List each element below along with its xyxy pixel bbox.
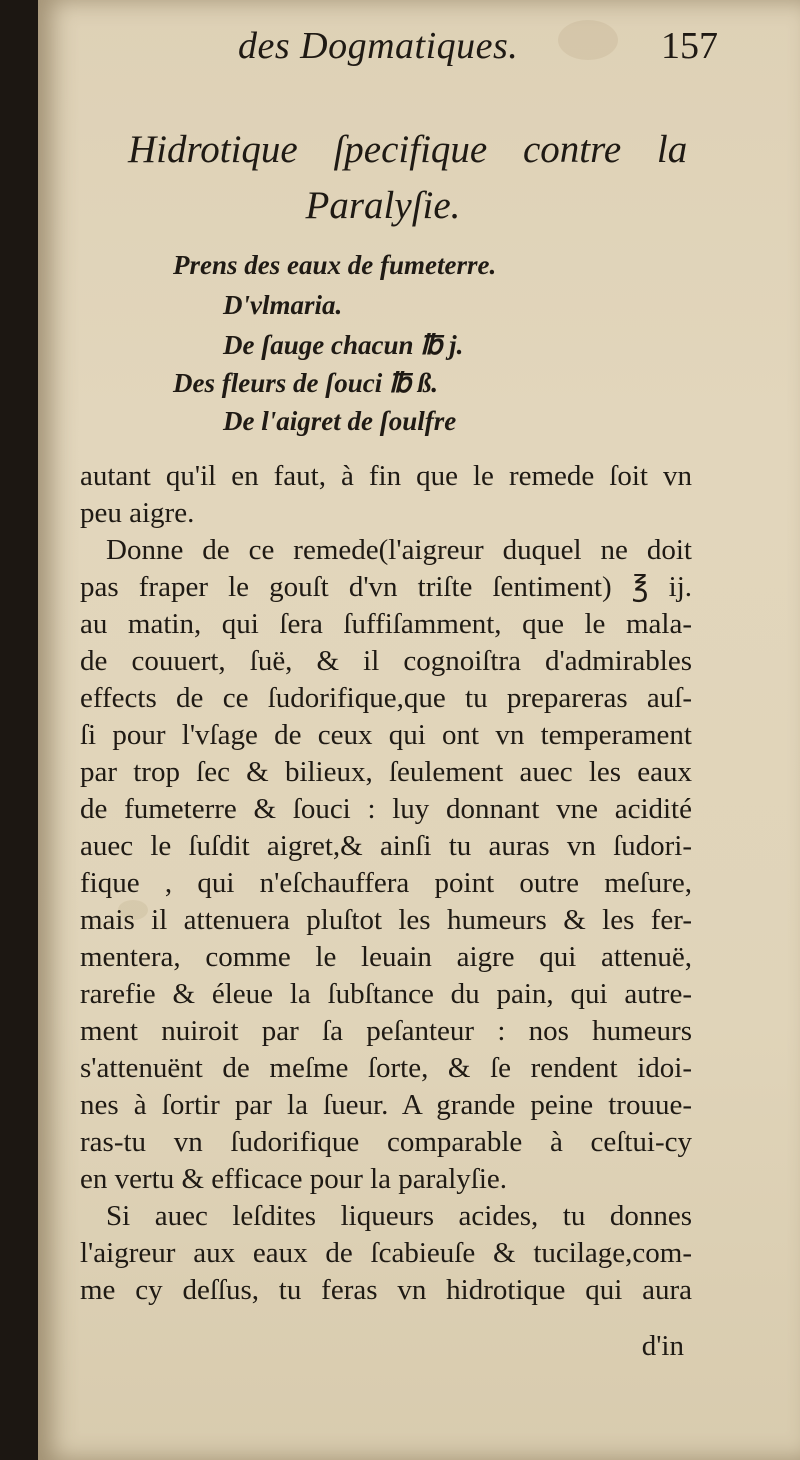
section-title — [128, 122, 688, 234]
recipe-line: Prens des eaux de fumeterre. — [173, 250, 497, 280]
text-line: mentera, comme le leuain aigre qui attenuë, — [80, 941, 692, 973]
body-text — [80, 458, 692, 1309]
text-line: autant qu'il en faut, à fin que le remede ſoit vn — [80, 460, 692, 492]
title-line: Hidrotique ſpecifique contre la — [128, 128, 688, 171]
running-head: des Dogmatiques. — [238, 25, 519, 67]
text-line: ſi pour l'vſage de ceux qui ont vn temperament — [80, 719, 692, 751]
text-line: ras-tu vn ſudorifique comparable à ceſtui-cy — [80, 1126, 692, 1158]
text-line: par trop ſec & bilieux, ſeulement auec les eaux — [80, 756, 692, 788]
text-line: Donne de ce remede(l'aigreur duquel ne doit — [106, 534, 692, 566]
recipe-line: De l'aigret de ſoulfre — [223, 406, 457, 436]
text-line: l'aigreur aux eaux de ſcabieuſe & tucilage,com- — [80, 1237, 692, 1269]
text-line: en vertu & efficace pour la paralyſie. — [80, 1163, 507, 1195]
text-line: s'attenuënt de meſme ſorte, & ſe rendent idoi- — [80, 1052, 692, 1084]
text-line: pas fraper le gouſt d'vn triſte ſentiment) ℥ ij. — [80, 571, 692, 603]
recipe-line: De ſauge chacun ℔ j. — [223, 330, 464, 360]
text-line: peu aigre. — [80, 497, 195, 529]
text-line: au matin, qui ſera ſuffiſamment, que le mala- — [80, 608, 692, 640]
text-line: me cy deſſus, tu feras vn hidrotique qui aura — [80, 1274, 692, 1306]
page-header — [238, 24, 718, 84]
recipe-line: D'vlmaria. — [223, 290, 343, 320]
text-line: de couuert, ſuë, & il cognoiſtra d'admirables — [80, 645, 692, 677]
text-line: effects de ce ſudorifique,que tu prepareras auſ- — [80, 682, 692, 714]
text-line: Si auec leſdites liqueurs acides, tu donnes — [106, 1200, 692, 1232]
book-page — [38, 0, 800, 1460]
recipe-line: Des fleurs de ſouci ℔ ß. — [173, 368, 439, 398]
text-line: rarefie & éleue la ſubſtance du pain, qui autre- — [80, 978, 692, 1010]
text-line: de fumeterre & ſouci : luy donnant vne acidité — [80, 793, 692, 825]
title-line: Paralyſie. — [305, 184, 461, 227]
page-number: 157 — [661, 25, 718, 67]
catchword: d'in — [641, 1330, 684, 1362]
text-line: auec le ſuſdit aigret,& ainſi tu auras vn ſudori- — [80, 830, 692, 862]
text-line: mais il attenuera pluſtot les humeurs & les fer- — [80, 904, 692, 936]
text-line: ment nuiroit par ſa peſanteur : nos humeurs — [80, 1015, 692, 1047]
text-line: nes à ſortir par la ſueur. A grande peine trouue- — [80, 1089, 692, 1121]
text-line: fique , qui n'eſchauffera point outre meſure, — [80, 867, 692, 899]
